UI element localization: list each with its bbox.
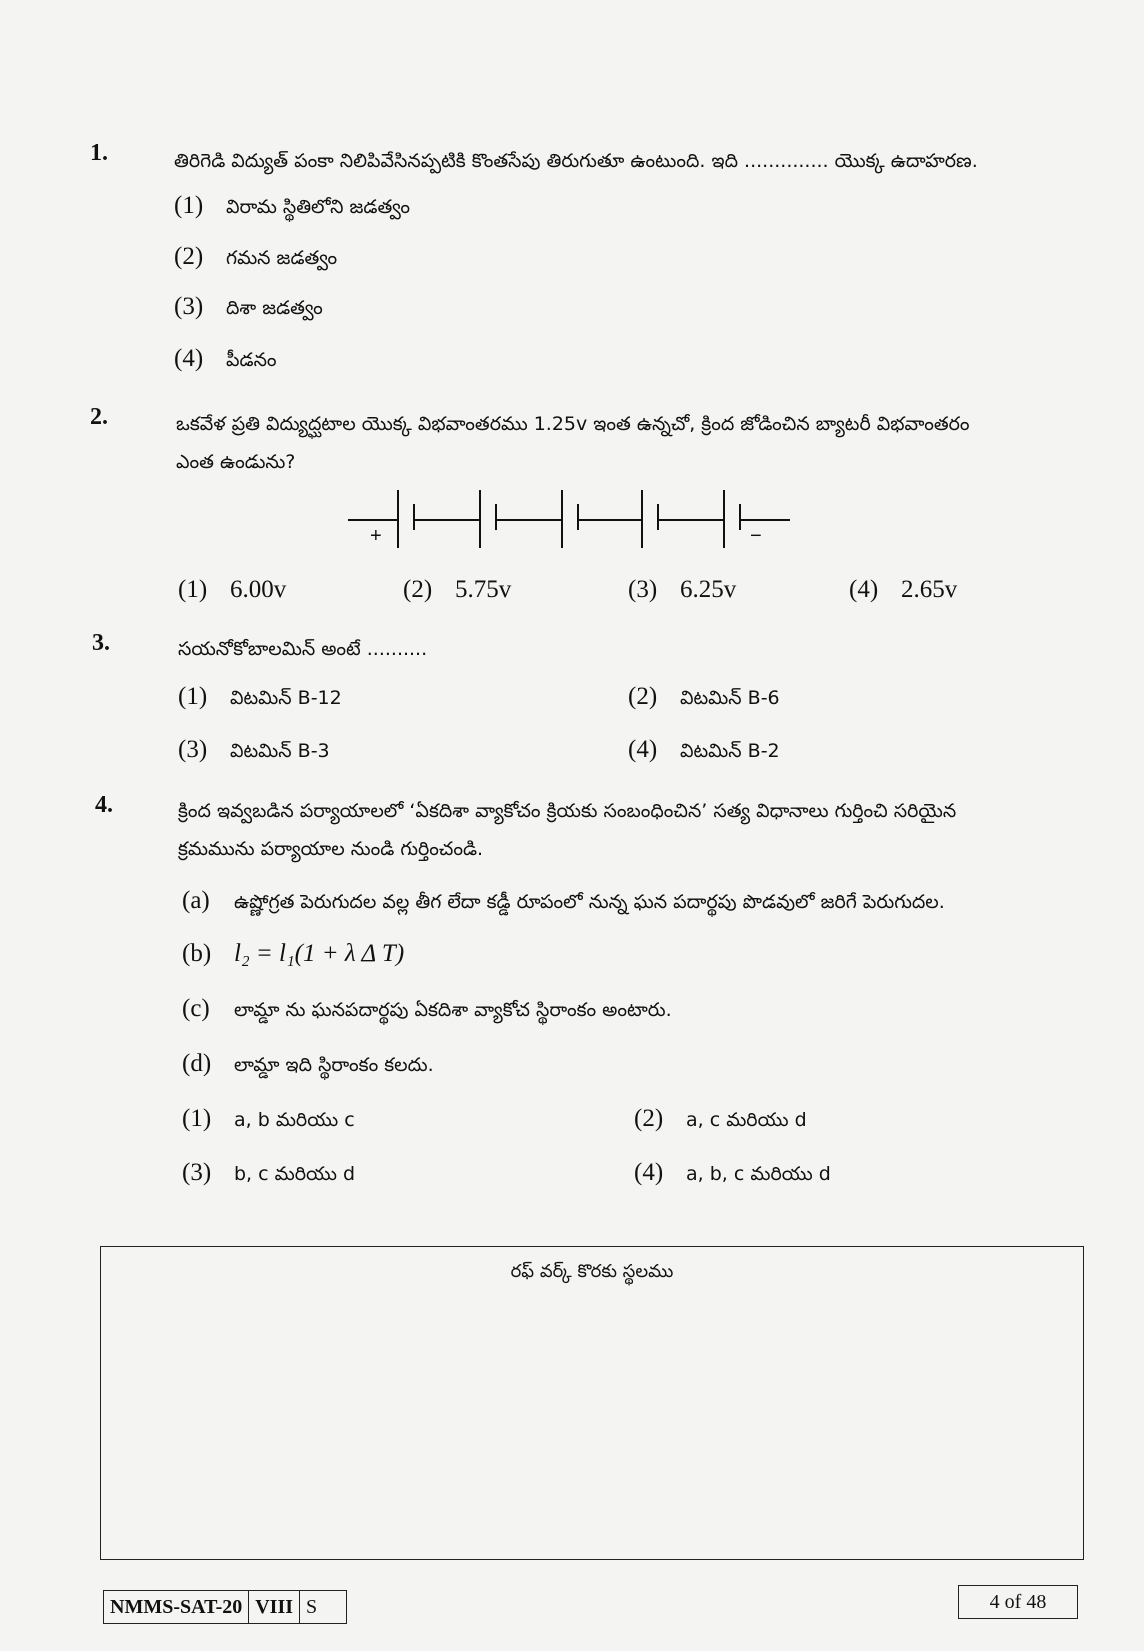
question-4-text-line1: క్రింద ఇవ్వబడిన పర్యాయాలలో ‘ఏకదిశా వ్యాకోచం క్రియకు సంబంధించిన’ సత్య విధానాలు గుర్తించి సరియైన <box>178 800 957 822</box>
question-1-number: 1. <box>90 140 108 166</box>
statement-text: లామ్డా ఇది స్థిరాంకం కలదు. <box>234 1054 434 1076</box>
option-number: (1) <box>178 576 208 603</box>
negative-terminal-label: − <box>750 525 762 547</box>
question-4-statement-d <box>182 1050 434 1081</box>
question-2-option-2[interactable] <box>403 576 511 604</box>
question-1-option-4[interactable] <box>174 345 277 376</box>
option-text: 2.65v <box>901 576 958 603</box>
question-4-text-line2: క్రమమును పర్యాయాల నుండి గుర్తించండి. <box>178 838 484 860</box>
question-2-option-3[interactable] <box>628 576 736 604</box>
statement-label: (c) <box>182 995 210 1022</box>
option-number: (4) <box>628 736 658 763</box>
option-text: a, b, c మరియు d <box>686 1163 831 1185</box>
question-4-number: 4. <box>95 792 113 818</box>
option-number: (2) <box>628 683 658 710</box>
battery-circuit-diagram <box>340 480 800 550</box>
option-text: పీడనం <box>226 349 277 371</box>
option-number: (4) <box>174 345 204 372</box>
question-1-option-3[interactable] <box>174 293 323 324</box>
question-4-option-4[interactable] <box>634 1159 831 1190</box>
option-number: (3) <box>628 576 658 603</box>
option-text: దిశా జడత్వం <box>226 297 323 319</box>
option-text: a, c మరియు d <box>686 1109 807 1131</box>
statement-text: లామ్డా ను ఘనపదార్థపు ఏకదిశా వ్యాకోచ స్థిరాంకం అంటారు. <box>234 999 672 1021</box>
statement-label: (b) <box>182 940 212 967</box>
question-3-option-3[interactable] <box>178 736 330 767</box>
question-3-number: 3. <box>92 630 110 656</box>
option-number: (3) <box>182 1159 212 1186</box>
option-number: (2) <box>403 576 433 603</box>
option-number: (2) <box>174 243 204 270</box>
question-1-option-2[interactable] <box>174 243 337 274</box>
question-3-option-4[interactable] <box>628 736 780 767</box>
question-4-option-3[interactable] <box>182 1159 355 1190</box>
rough-work-label: రఫ్ వర్క్ కొరకు స్థలము <box>510 1261 674 1282</box>
class-label: VIII <box>249 1591 300 1623</box>
exam-code-box <box>103 1590 347 1624</box>
question-4-statement-a <box>182 887 945 918</box>
question-4-statement-b <box>182 940 404 968</box>
question-4-statement-c <box>182 995 672 1026</box>
option-text: విటమిన్ B-12 <box>230 687 342 709</box>
option-number: (1) <box>174 192 204 219</box>
question-4-option-2[interactable] <box>634 1105 807 1136</box>
question-3-option-2[interactable] <box>628 683 780 714</box>
option-text: 6.00v <box>230 576 287 603</box>
option-number: (1) <box>182 1105 212 1132</box>
set-label: S <box>306 1596 318 1618</box>
option-text: b, c మరియు d <box>234 1163 356 1185</box>
question-1-text: తిరిగెడి విద్యుత్ పంకా నిలిపివేసినప్పటికి కొంతసేపు తిరుగుతూ ఉంటుంది. ఇది .............. యొక్క ఉదాహరణ. <box>174 150 978 172</box>
option-text: విటమిన్ B-2 <box>680 740 780 762</box>
option-number: (2) <box>634 1105 664 1132</box>
question-2-option-1[interactable] <box>178 576 286 604</box>
option-text: విరామ స్థితిలోని జడత్వం <box>226 196 411 218</box>
option-number: (4) <box>634 1159 664 1186</box>
exam-code: NMMS-SAT-20 <box>104 1591 249 1623</box>
question-2-option-4[interactable] <box>849 576 957 604</box>
question-3-option-1[interactable] <box>178 683 342 714</box>
rough-work-box[interactable] <box>100 1246 1084 1560</box>
question-2-text-line2: ఎంత ఉండును? <box>176 451 296 473</box>
option-number: (3) <box>174 293 204 320</box>
question-4-option-1[interactable] <box>182 1105 355 1136</box>
statement-formula: l₂ = l₁(1 + λ Δ T) <box>234 940 405 967</box>
option-text: a, b మరియు c <box>234 1109 355 1131</box>
option-text: విటమిన్ B-3 <box>230 740 330 762</box>
question-2-number: 2. <box>90 404 108 430</box>
question-2-text-line1: ఒకవేళ ప్రతి విద్యుద్ఘటాల యొక్క విభవాంతరము 1.25v ఇంత ఉన్నచో, క్రింద జోడించిన బ్యాటరీ విభవాంతరం <box>176 413 970 435</box>
question-1-option-1[interactable] <box>174 192 410 223</box>
statement-text: ఉష్ణోగ్రత పెరుగుదల వల్ల తీగ లేదా కడ్డీ రూపంలో నున్న ఘన పదార్థపు పొడవులో జరిగే పెరుగుదల. <box>234 891 945 913</box>
option-number: (3) <box>178 736 208 763</box>
option-text: విటమిన్ B-6 <box>680 687 780 709</box>
option-number: (4) <box>849 576 879 603</box>
option-text: గమన జడత్వం <box>226 247 338 269</box>
positive-terminal-label: + <box>370 525 382 547</box>
option-text: 5.75v <box>455 576 512 603</box>
page-number: 4 of 48 <box>958 1585 1078 1619</box>
question-3-text: సయనోకోబాలమిన్ అంటే .......... <box>178 638 428 660</box>
option-number: (1) <box>178 683 208 710</box>
statement-label: (d) <box>182 1050 212 1077</box>
statement-label: (a) <box>182 887 210 914</box>
option-text: 6.25v <box>680 576 737 603</box>
